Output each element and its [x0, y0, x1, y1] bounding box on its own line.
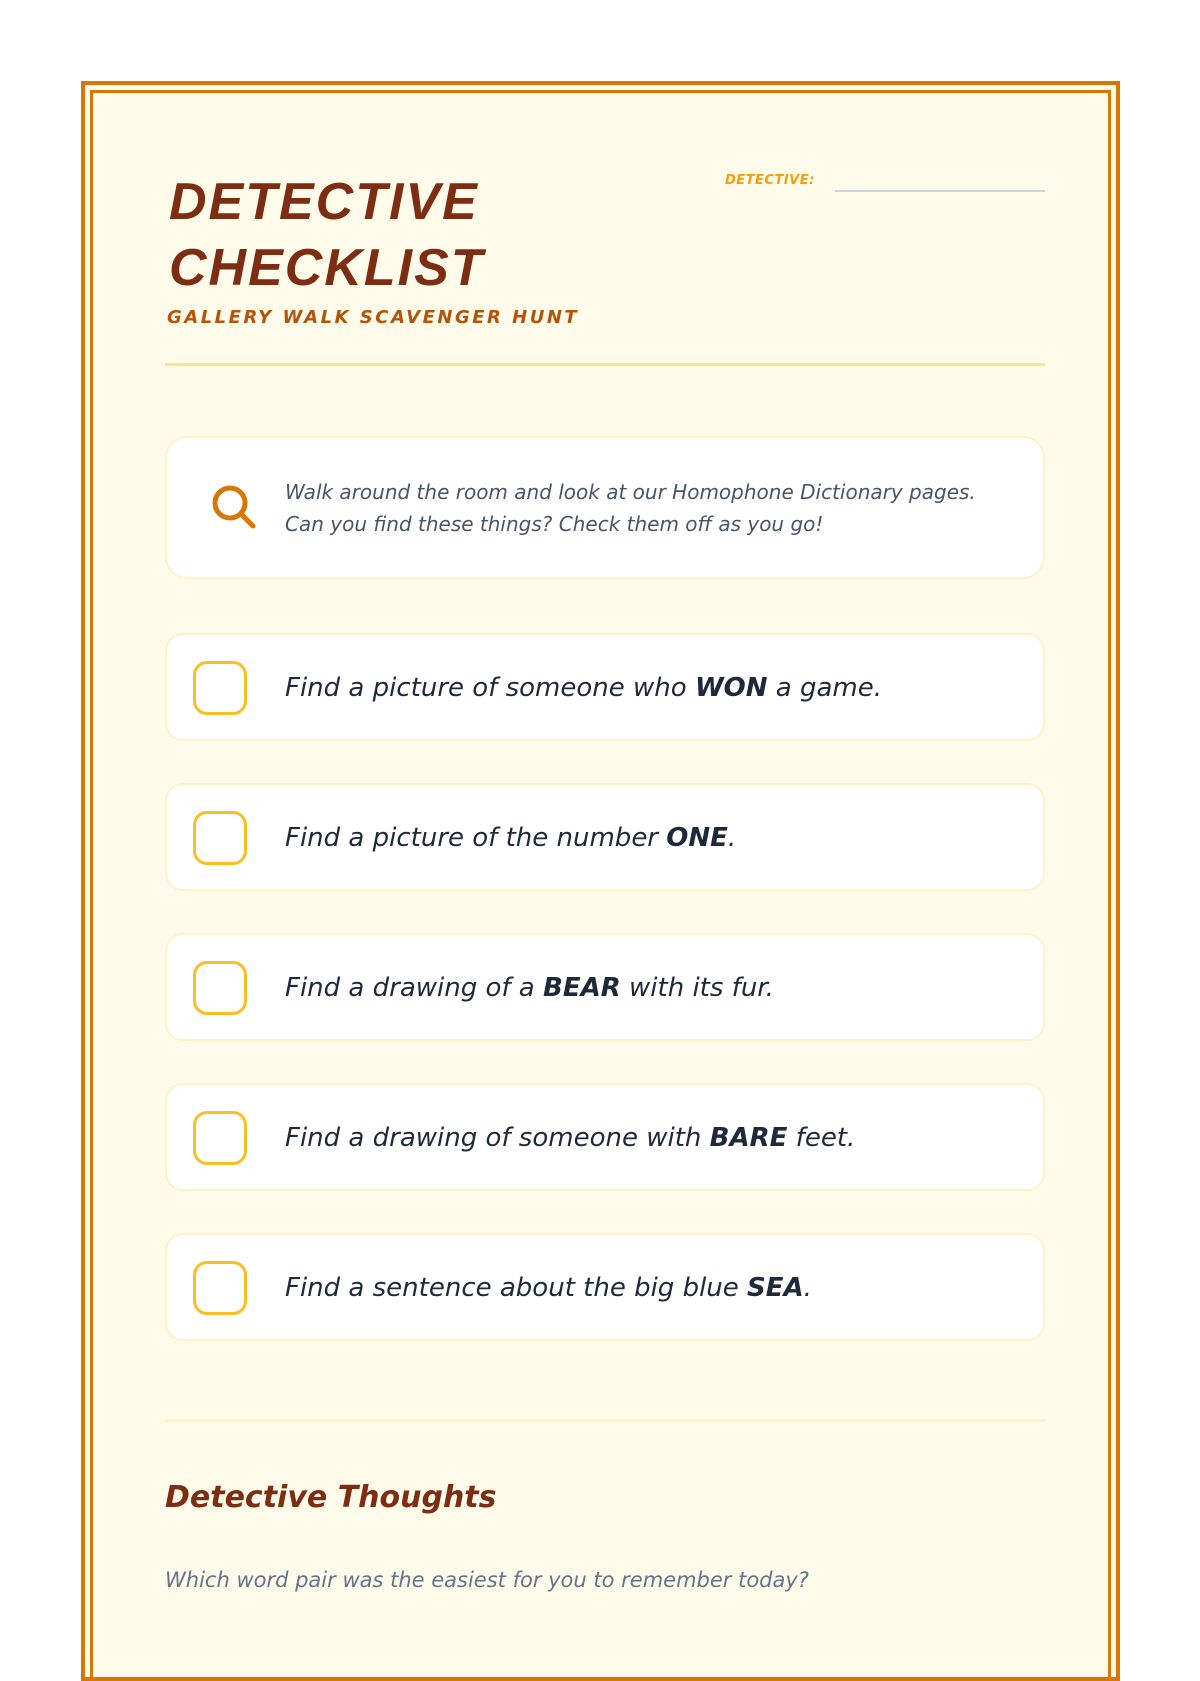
page-title — [169, 169, 589, 301]
checkbox[interactable] — [193, 661, 247, 715]
item-keyword: BEAR — [543, 973, 621, 1003]
item-keyword: SEA — [747, 1273, 804, 1303]
checkbox[interactable] — [193, 961, 247, 1015]
header — [165, 169, 1045, 339]
checklist-item-bare[interactable] — [165, 1083, 1045, 1191]
item-keyword: WON — [694, 673, 768, 703]
checklist-item-won[interactable] — [165, 633, 1045, 741]
item-text-after: with its fur. — [620, 973, 774, 1003]
item-text-before: Find a picture of someone who — [285, 673, 695, 703]
instructions-card — [165, 436, 1045, 579]
detective-name-line[interactable] — [835, 190, 1045, 192]
checkbox[interactable] — [193, 1261, 247, 1315]
item-keyword: ONE — [666, 823, 728, 853]
checklist — [165, 633, 1045, 1383]
checklist-item-sea[interactable] — [165, 1233, 1045, 1341]
section-divider — [165, 1419, 1045, 1422]
item-text-before: Find a drawing of someone with — [285, 1123, 710, 1153]
worksheet — [81, 81, 1120, 1681]
detective-label: DETECTIVE: — [725, 173, 815, 188]
page-subtitle: GALLERY WALK SCAVENGER HUNT — [167, 307, 580, 328]
title-line-1: DETECTIVE — [169, 173, 479, 231]
checklist-item-text — [285, 671, 882, 705]
item-text-after: feet. — [787, 1123, 856, 1153]
item-text-before: Find a picture of the number — [285, 823, 667, 853]
item-text-after: . — [727, 823, 737, 853]
detective-name-field — [725, 169, 1045, 193]
item-text-before: Find a drawing of a — [285, 973, 544, 1003]
checklist-item-text — [285, 1271, 812, 1305]
search-icon — [209, 482, 259, 532]
title-line-2: CHECKLIST — [169, 239, 485, 297]
item-keyword: BARE — [709, 1123, 788, 1153]
checklist-item-one[interactable] — [165, 783, 1045, 891]
thoughts-question: Which word pair was the easiest for you to remember today? — [165, 1568, 809, 1592]
checkbox[interactable] — [193, 811, 247, 865]
checkbox[interactable] — [193, 1111, 247, 1165]
checklist-item-text — [285, 1121, 855, 1155]
thoughts-title: Detective Thoughts — [165, 1480, 497, 1515]
item-text-after: a game. — [767, 673, 882, 703]
checklist-item-text — [285, 971, 774, 1005]
item-text-after: . — [803, 1273, 812, 1303]
instructions-text: Walk around the room and look at our Homophone Dictionary pages. Can you find these things? Check them off as you go! — [285, 480, 976, 536]
checklist-item-bear[interactable] — [165, 933, 1045, 1041]
item-text-before: Find a sentence about the big blue — [285, 1273, 748, 1303]
checklist-item-text — [285, 821, 736, 855]
header-divider — [165, 363, 1045, 366]
